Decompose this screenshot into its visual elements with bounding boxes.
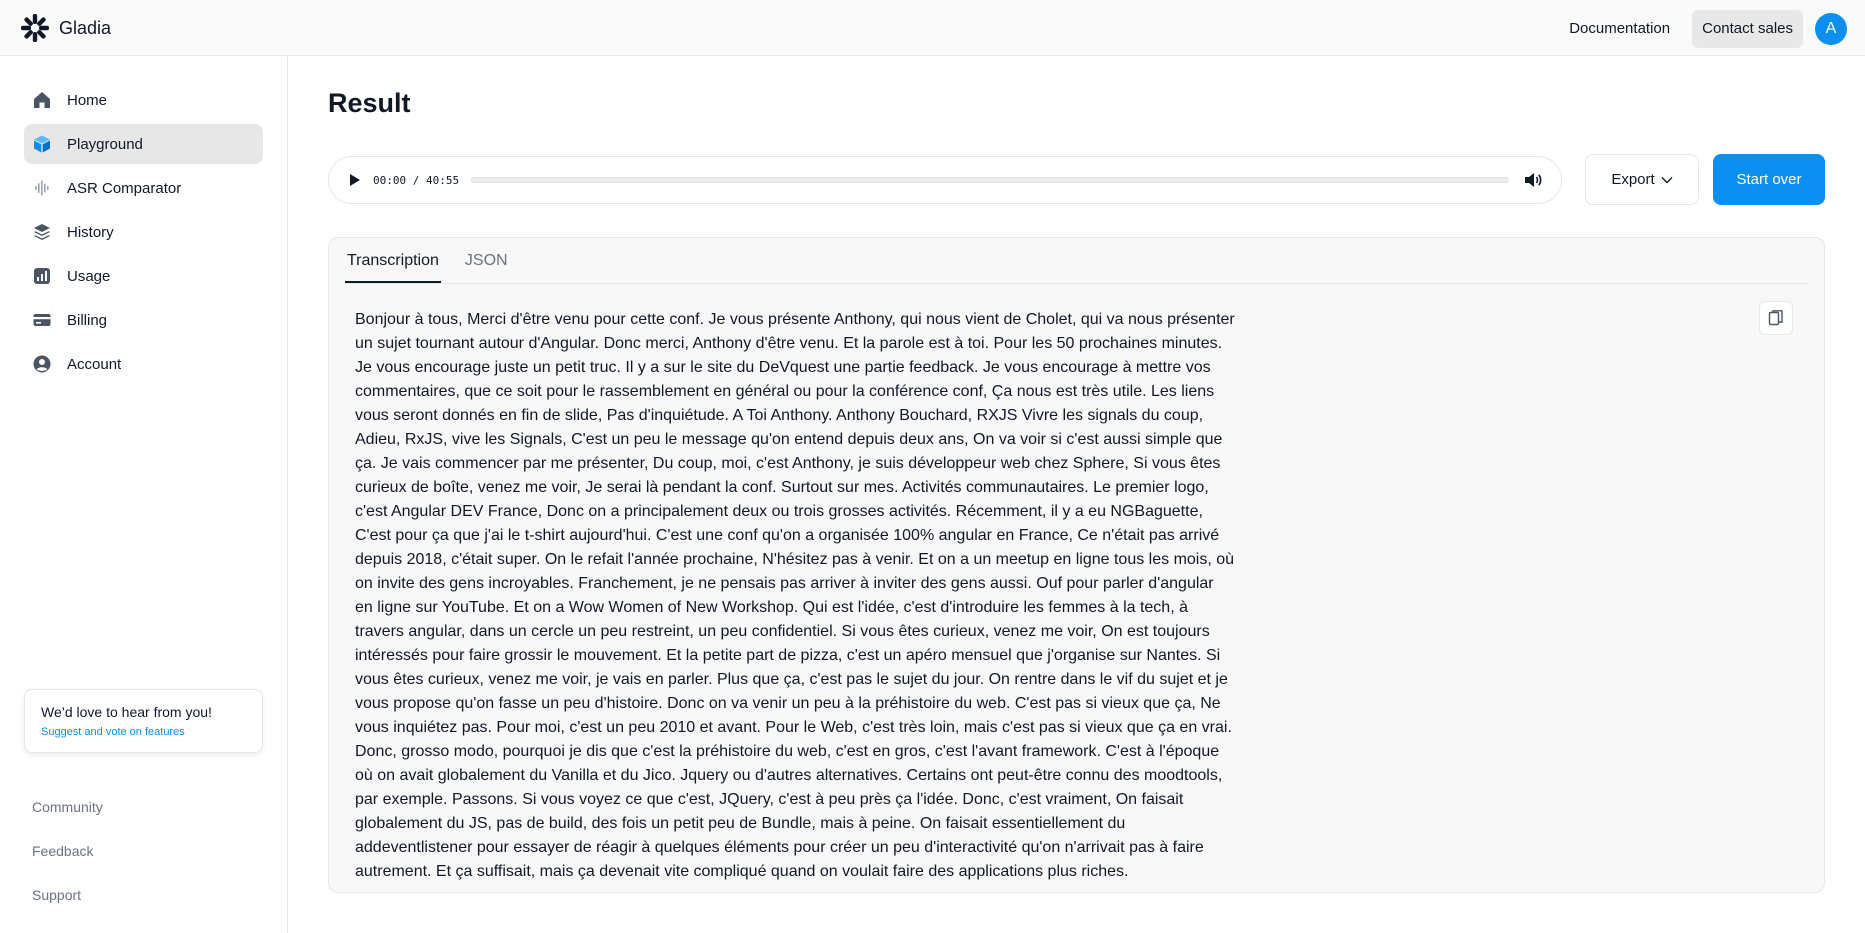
sidebar-item-account[interactable] <box>24 344 263 384</box>
avatar[interactable]: A <box>1815 13 1847 45</box>
copy-button[interactable] <box>1759 301 1793 335</box>
top-bar <box>0 0 1865 56</box>
layers-icon <box>32 222 52 242</box>
sidebar-item-billing[interactable] <box>24 300 263 340</box>
result-panel <box>328 237 1825 893</box>
duration: 40:55 <box>426 173 460 187</box>
play-button[interactable] <box>347 172 363 188</box>
sidebar-item-label: Playground <box>67 135 143 153</box>
page-title: Result <box>328 88 411 118</box>
sidebar-item-home[interactable] <box>24 80 263 120</box>
gladia-logo-icon <box>20 13 50 43</box>
export-label: Export <box>1611 171 1655 188</box>
volume-icon <box>1523 171 1543 189</box>
audio-player <box>328 156 1562 204</box>
sidebar <box>0 56 288 933</box>
progress-bar[interactable] <box>471 177 1509 183</box>
support-link[interactable]: Support <box>32 887 82 903</box>
export-button[interactable] <box>1585 154 1699 205</box>
feedback-card <box>24 689 263 753</box>
brand-name: Gladia <box>59 17 112 38</box>
contact-sales-button[interactable]: Contact sales <box>1692 10 1803 48</box>
main-content <box>328 56 1825 933</box>
waveform-icon <box>32 178 52 198</box>
suggest-features-link[interactable]: Suggest and vote on features <box>41 726 185 738</box>
play-icon <box>349 173 361 187</box>
current-time: 00:00 <box>373 173 407 187</box>
tab-transcription[interactable]: Transcription <box>345 238 441 283</box>
community-link[interactable]: Community <box>32 799 103 815</box>
documentation-link[interactable]: Documentation <box>1569 20 1671 37</box>
tab-json[interactable]: JSON <box>464 252 508 269</box>
home-icon <box>32 90 52 110</box>
sidebar-item-asr-comparator[interactable] <box>24 168 263 208</box>
player-time <box>373 174 459 187</box>
brand-logo[interactable] <box>20 13 111 43</box>
sidebar-nav <box>24 80 263 388</box>
sidebar-item-label: Billing <box>67 311 108 329</box>
sidebar-item-label: History <box>67 223 114 241</box>
sidebar-footer-links <box>32 781 103 913</box>
user-circle-icon <box>32 354 52 374</box>
bar-chart-icon <box>32 266 52 286</box>
transcription-text: Bonjour à tous, Merci d'être venu pour cette conf. Je vous présente Anthony, qui nous vient de Cholet, qui va nous présenter un sujet tournant autour d'Angular. Donc merci, Anthony d'être venu. Et la parole est à toi. Pour les 50 prochaines minutes. Je vous encourage juste un petit truc. Il y a sur le site du DeVquest une partie feedback. Je vous encourage à mettre vos commentaires, que ce soit pour le rassemblement en général ou pour la conférence conf, Ça nous est très utile. Les liens vous seront donnés en fin de slide, Pas d'inquiétude. A Toi Anthony. Anthony Bouchard, RXJS Vivre les signals du coup, Adieu, RxJS, vive les Signals, C'est un peu le message qu'on entend depuis deux ans, On va voir si c'est aussi simple que ça. Je vais commencer par me présenter, Du coup, moi, c'est Anthony, je suis développeur web chez Sphere, Si vous êtes curieux de boîte, venez me voir, Je serai là pendant la conf. Surtout sur mes. Activités communautaires. Le premier logo, c'est Angular DEV France, Donc on a principalement deux ou trois grosses activités. Récemment, il y a eu NGBaguette, C'est pour ça que j'ai le t-shirt aujourd'hui. C'est une conf qu'on a organisée 100% angular en France, Ce n'était pas arrivé depuis 2018, c'était super. On le refait l'année prochaine, N'hésitez pas à venir. Et on a un meetup en ligne tous les mois, où on invite des gens incroyables. Franchement, je ne pensais pas arriver à inviter des gens aussi. Ouf pour parler d'angular en ligne sur YouTube. Et on a Wow Women of New Workshop. Qui est l'idée, c'est d'introduire les femmes à la tech, à travers angular, dans un cercle un peu restreint, un peu confidentiel. Si vous êtes curieux, venez me voir, On est toujours intéressés pour faire grossir le mouvement. Et la petite part de pizza, c'est un apéro mensuel que j'organise sur Nantes. Si vous êtes curieux, venez me voir, je vais en parler. Plus que ça, c'est pas le sujet du jour. On rentre dans le vif du sujet et je vous propose qu'on fasse un peu d'histoire. Donc on va venir un peu à la préhistoire du web. C'est pas si vieux que ça, Ne vous inquiétez pas. Pour moi, c'est un peu 2010 et avant. Pour le Web, c'est très loin, mais c'est pas si vieux que ça en vrai. Donc, grosso modo, pourquoi je dis que c'est la préhistoire du web, c'est en gros, c'est l'avant framework. C'est à l'époque où on avait globalement du Vanilla et du Jico. Jquery ou d'autres alternatives. Certains ont peut-être connu des moodtools, par exemple. Passons. Si vous voyez ce que c'est, JQuery, c'est à peu près ça l'idée. Donc, c'est vraiment, On faisait globalement du JS, pas de build, des fois un petit peu de Bundle, mais à peine. On faisait essentiellement du addeventlistener pour essayer de réagir à quelques éléments pour créer un peu d'interactivité qu'on n'arrivait pas à faire autrement. Et ça suffisait, mais ça devenait vite compliqué quand on voulait faire des applications plus riches. <box>355 311 1235 880</box>
sidebar-item-label: ASR Comparator <box>67 179 182 197</box>
sidebar-item-playground[interactable] <box>24 124 263 164</box>
feedback-link[interactable]: Feedback <box>32 843 94 859</box>
sidebar-item-label: Usage <box>67 267 111 285</box>
time-separator: / <box>412 173 420 187</box>
copy-icon <box>1768 309 1784 327</box>
credit-card-icon <box>32 310 52 330</box>
feedback-title: We’d love to hear from you! <box>41 704 212 720</box>
volume-button[interactable] <box>1523 170 1543 190</box>
chevron-down-icon <box>1661 171 1673 188</box>
start-over-button[interactable]: Start over <box>1713 154 1825 205</box>
cube-icon <box>32 134 52 154</box>
sidebar-item-history[interactable] <box>24 212 263 252</box>
result-tabs <box>345 238 1808 284</box>
sidebar-item-label: Account <box>67 355 122 373</box>
sidebar-item-usage[interactable] <box>24 256 263 296</box>
sidebar-item-label: Home <box>67 91 108 109</box>
